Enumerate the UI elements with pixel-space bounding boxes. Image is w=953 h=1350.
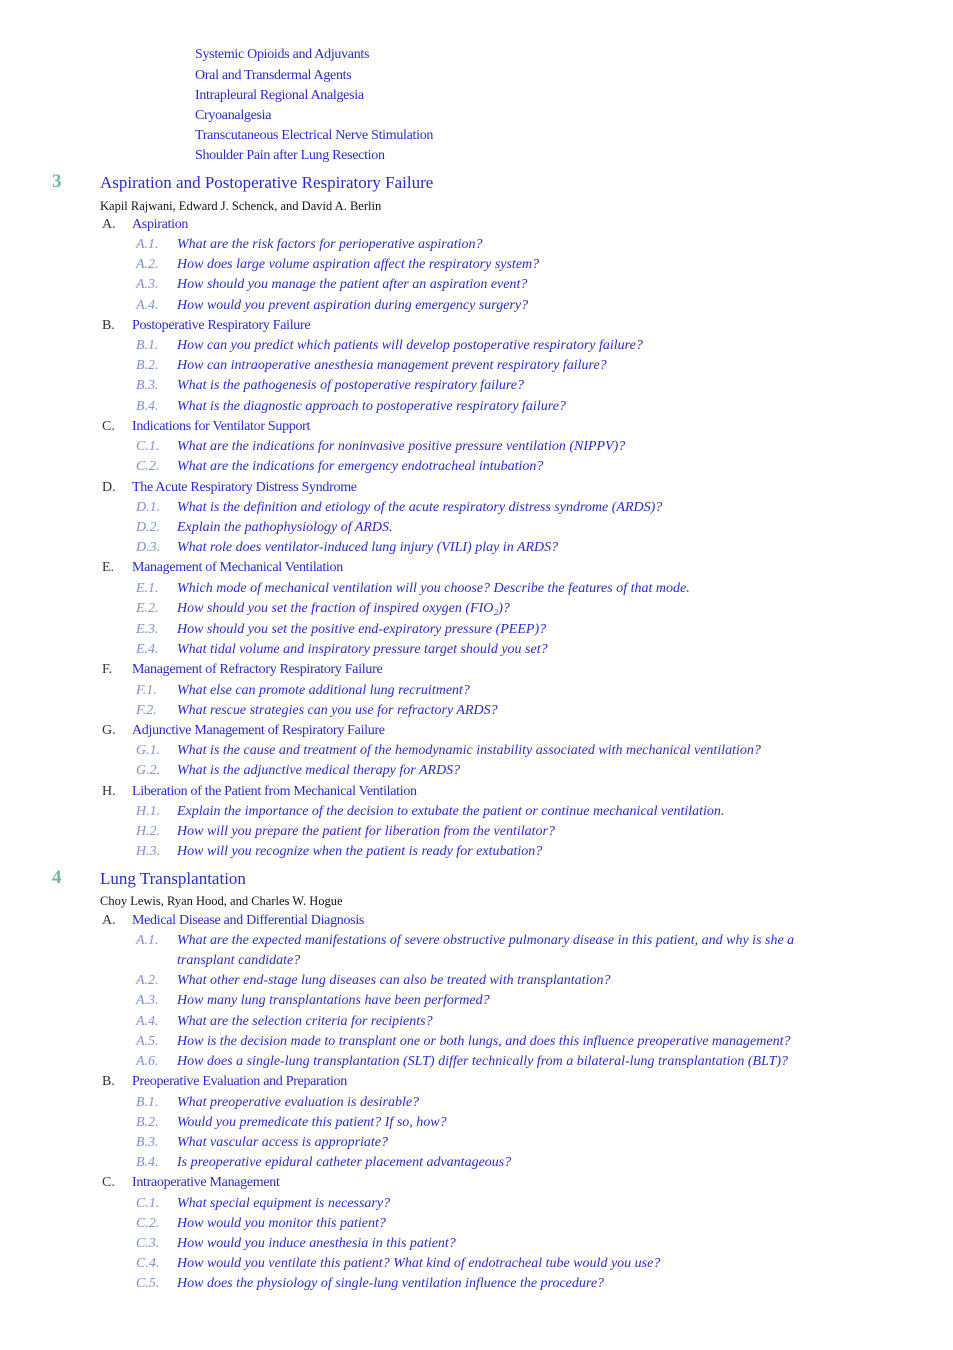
question-text[interactable]: What other end-stage lung diseases can also be treated with transplantation? xyxy=(177,973,611,988)
section-title[interactable]: Postoperative Respiratory Failure xyxy=(132,318,311,333)
question-number: E.3. xyxy=(136,622,159,637)
question-number: E.4. xyxy=(136,642,159,657)
question-text[interactable]: What is the cause and treatment of the hemodynamic instability associated with mechanical ventilation? xyxy=(177,743,761,758)
question-number: F.1. xyxy=(136,683,157,698)
question-text[interactable]: How will you recognize when the patient is ready for extubation? xyxy=(177,844,543,859)
question-number: H.2. xyxy=(136,824,161,839)
question-text[interactable]: Explain the importance of the decision to extubate the patient or continue mechanical ventilation. xyxy=(177,804,725,819)
section-title[interactable]: Medical Disease and Differential Diagnosis xyxy=(132,913,365,928)
question-number: A.4. xyxy=(136,298,159,313)
section-letter: C. xyxy=(102,419,115,434)
question-text[interactable]: What special equipment is necessary? xyxy=(177,1196,391,1211)
question-text[interactable]: What are the expected manifestations of severe obstructive pulmonary disease in this patient, and why is she a xyxy=(177,933,795,948)
section-letter: A. xyxy=(102,913,116,928)
question-text[interactable]: What vascular access is appropriate? xyxy=(177,1135,389,1150)
question-text[interactable]: How should you set the positive end-expiratory pressure (PEEP)? xyxy=(177,622,547,637)
question-text[interactable]: What else can promote additional lung recruitment? xyxy=(177,683,470,698)
question-text[interactable]: Is preoperative epidural catheter placement advantageous? xyxy=(177,1155,512,1170)
question-number: C.3. xyxy=(136,1236,160,1251)
question-number: B.2. xyxy=(136,358,159,373)
question-number: G.1. xyxy=(136,743,161,758)
section-letter: E. xyxy=(102,560,115,575)
question-text[interactable]: What preoperative evaluation is desirable? xyxy=(177,1095,420,1110)
question-number: H.3. xyxy=(136,844,161,859)
question-text[interactable]: What tidal volume and inspiratory pressure target should you set? xyxy=(177,642,548,657)
question-number: A.5. xyxy=(136,1034,159,1049)
question-text[interactable]: What are the indications for emergency endotracheal intubation? xyxy=(177,459,544,474)
question-number: E.1. xyxy=(136,581,159,596)
question-text[interactable]: What rescue strategies can you use for refractory ARDS? xyxy=(177,703,498,718)
question-text[interactable]: How many lung transplantations have been performed? xyxy=(177,993,490,1008)
chapter-authors: Choy Lewis, Ryan Hood, and Charles W. Hogue xyxy=(100,894,343,908)
toc-entry[interactable]: Transcutaneous Electrical Nerve Stimulation xyxy=(195,128,434,143)
question-number: C.5. xyxy=(136,1276,160,1291)
question-number: A.3. xyxy=(136,993,159,1008)
question-text-continued[interactable]: transplant candidate? xyxy=(177,953,301,968)
question-number: F.2. xyxy=(136,703,157,718)
section-title[interactable]: Adjunctive Management of Respiratory Failure xyxy=(132,723,385,738)
toc-entry[interactable]: Cryoanalgesia xyxy=(195,108,272,123)
question-number: B.4. xyxy=(136,399,159,414)
question-number: D.2. xyxy=(136,520,161,535)
section-letter: H. xyxy=(102,784,116,799)
section-letter: C. xyxy=(102,1175,115,1190)
question-text[interactable]: How can intraoperative anesthesia management prevent respiratory failure? xyxy=(177,358,607,373)
question-number: D.3. xyxy=(136,540,161,555)
question-text[interactable]: What are the risk factors for perioperative aspiration? xyxy=(177,237,483,252)
question-number: B.4. xyxy=(136,1155,159,1170)
question-text[interactable]: How would you ventilate this patient? What kind of endotracheal tube would you use? xyxy=(177,1256,661,1271)
question-text[interactable]: What is the adjunctive medical therapy for ARDS? xyxy=(177,763,461,778)
question-number: C.4. xyxy=(136,1256,160,1271)
question-text[interactable]: What role does ventilator-induced lung injury (VILI) play in ARDS? xyxy=(177,540,559,555)
section-letter: B. xyxy=(102,318,115,333)
chapter-number: 4 xyxy=(52,867,62,888)
question-text[interactable]: How is the decision made to transplant one or both lungs, and does this influence preoperative management? xyxy=(177,1034,791,1049)
section-letter: A. xyxy=(102,217,116,232)
section-letter: F. xyxy=(102,662,113,677)
question-number: A.6. xyxy=(136,1054,159,1069)
toc-entry[interactable]: Intrapleural Regional Analgesia xyxy=(195,88,364,103)
question-text[interactable]: Which mode of mechanical ventilation will you choose? Describe the features of that mode. xyxy=(177,581,690,596)
question-number: A.1. xyxy=(136,237,159,252)
section-title[interactable]: Preoperative Evaluation and Preparation xyxy=(132,1074,347,1089)
question-number: B.1. xyxy=(136,338,159,353)
question-number: D.1. xyxy=(136,500,161,515)
section-title[interactable]: Management of Refractory Respiratory Failure xyxy=(132,662,383,677)
question-text[interactable]: How should you manage the patient after an aspiration event? xyxy=(177,277,528,292)
question-number: B.2. xyxy=(136,1115,159,1130)
question-number: C.1. xyxy=(136,1196,160,1211)
question-text[interactable]: How would you induce anesthesia in this patient? xyxy=(177,1236,456,1251)
question-text[interactable]: What is the diagnostic approach to postoperative respiratory failure? xyxy=(177,399,566,414)
section-letter: D. xyxy=(102,480,116,495)
section-title[interactable]: The Acute Respiratory Distress Syndrome xyxy=(132,480,357,495)
question-text[interactable]: How should you set the fraction of inspired oxygen (FIO₂)? xyxy=(177,601,510,616)
chapter-title[interactable]: Lung Transplantation xyxy=(100,869,246,888)
question-text[interactable]: How can you predict which patients will develop postoperative respiratory failure? xyxy=(177,338,643,353)
question-text[interactable]: How does the physiology of single-lung ventilation influence the procedure? xyxy=(177,1276,605,1291)
question-number: A.2. xyxy=(136,257,159,272)
question-number: C.1. xyxy=(136,439,160,454)
toc-entry[interactable]: Oral and Transdermal Agents xyxy=(195,68,352,83)
section-title[interactable]: Aspiration xyxy=(132,217,189,232)
question-number: B.3. xyxy=(136,378,159,393)
question-text[interactable]: What is the definition and etiology of the acute respiratory distress syndrome (ARDS)? xyxy=(177,500,663,515)
question-number: B.3. xyxy=(136,1135,159,1150)
question-number: A.3. xyxy=(136,277,159,292)
question-text[interactable]: What are the indications for noninvasive positive pressure ventilation (NIPPV)? xyxy=(177,439,626,454)
question-number: C.2. xyxy=(136,1216,160,1231)
section-title[interactable]: Intraoperative Management xyxy=(132,1175,280,1190)
question-text[interactable]: How does a single-lung transplantation (SLT) differ technically from a bilateral-lung transplantation (BLT)? xyxy=(177,1054,789,1069)
question-text[interactable]: What are the selection criteria for recipients? xyxy=(177,1014,433,1029)
question-number: A.4. xyxy=(136,1014,159,1029)
question-number: A.2. xyxy=(136,973,159,988)
toc-entry[interactable]: Systemic Opioids and Adjuvants xyxy=(195,47,370,62)
section-letter: G. xyxy=(102,723,116,738)
question-number: A.1. xyxy=(136,933,159,948)
section-letter: B. xyxy=(102,1074,115,1089)
question-number: G.2. xyxy=(136,763,161,778)
question-text[interactable]: What is the pathogenesis of postoperative respiratory failure? xyxy=(177,378,524,393)
section-title[interactable]: Liberation of the Patient from Mechanical Ventilation xyxy=(132,784,417,799)
question-number: H.1. xyxy=(136,804,161,819)
question-text[interactable]: Would you premedicate this patient? If so, how? xyxy=(177,1115,447,1130)
question-text[interactable]: Explain the pathophysiology of ARDS. xyxy=(177,520,393,535)
chapter-number: 3 xyxy=(52,171,62,192)
section-title[interactable]: Management of Mechanical Ventilation xyxy=(132,560,343,575)
question-number: C.2. xyxy=(136,459,160,474)
question-text[interactable]: How would you monitor this patient? xyxy=(177,1216,386,1231)
chapter-title[interactable]: Aspiration and Postoperative Respiratory Failure xyxy=(100,173,434,192)
question-text[interactable]: How does large volume aspiration affect the respiratory system? xyxy=(177,257,540,272)
question-text[interactable]: How will you prepare the patient for liberation from the ventilator? xyxy=(177,824,555,839)
section-title[interactable]: Indications for Ventilator Support xyxy=(132,419,311,434)
question-number: B.1. xyxy=(136,1095,159,1110)
question-text[interactable]: How would you prevent aspiration during emergency surgery? xyxy=(177,298,529,313)
question-number: E.2. xyxy=(136,601,159,616)
toc-entry[interactable]: Shoulder Pain after Lung Resection xyxy=(195,148,385,163)
chapter-authors: Kapil Rajwani, Edward J. Schenck, and David A. Berlin xyxy=(100,199,382,213)
